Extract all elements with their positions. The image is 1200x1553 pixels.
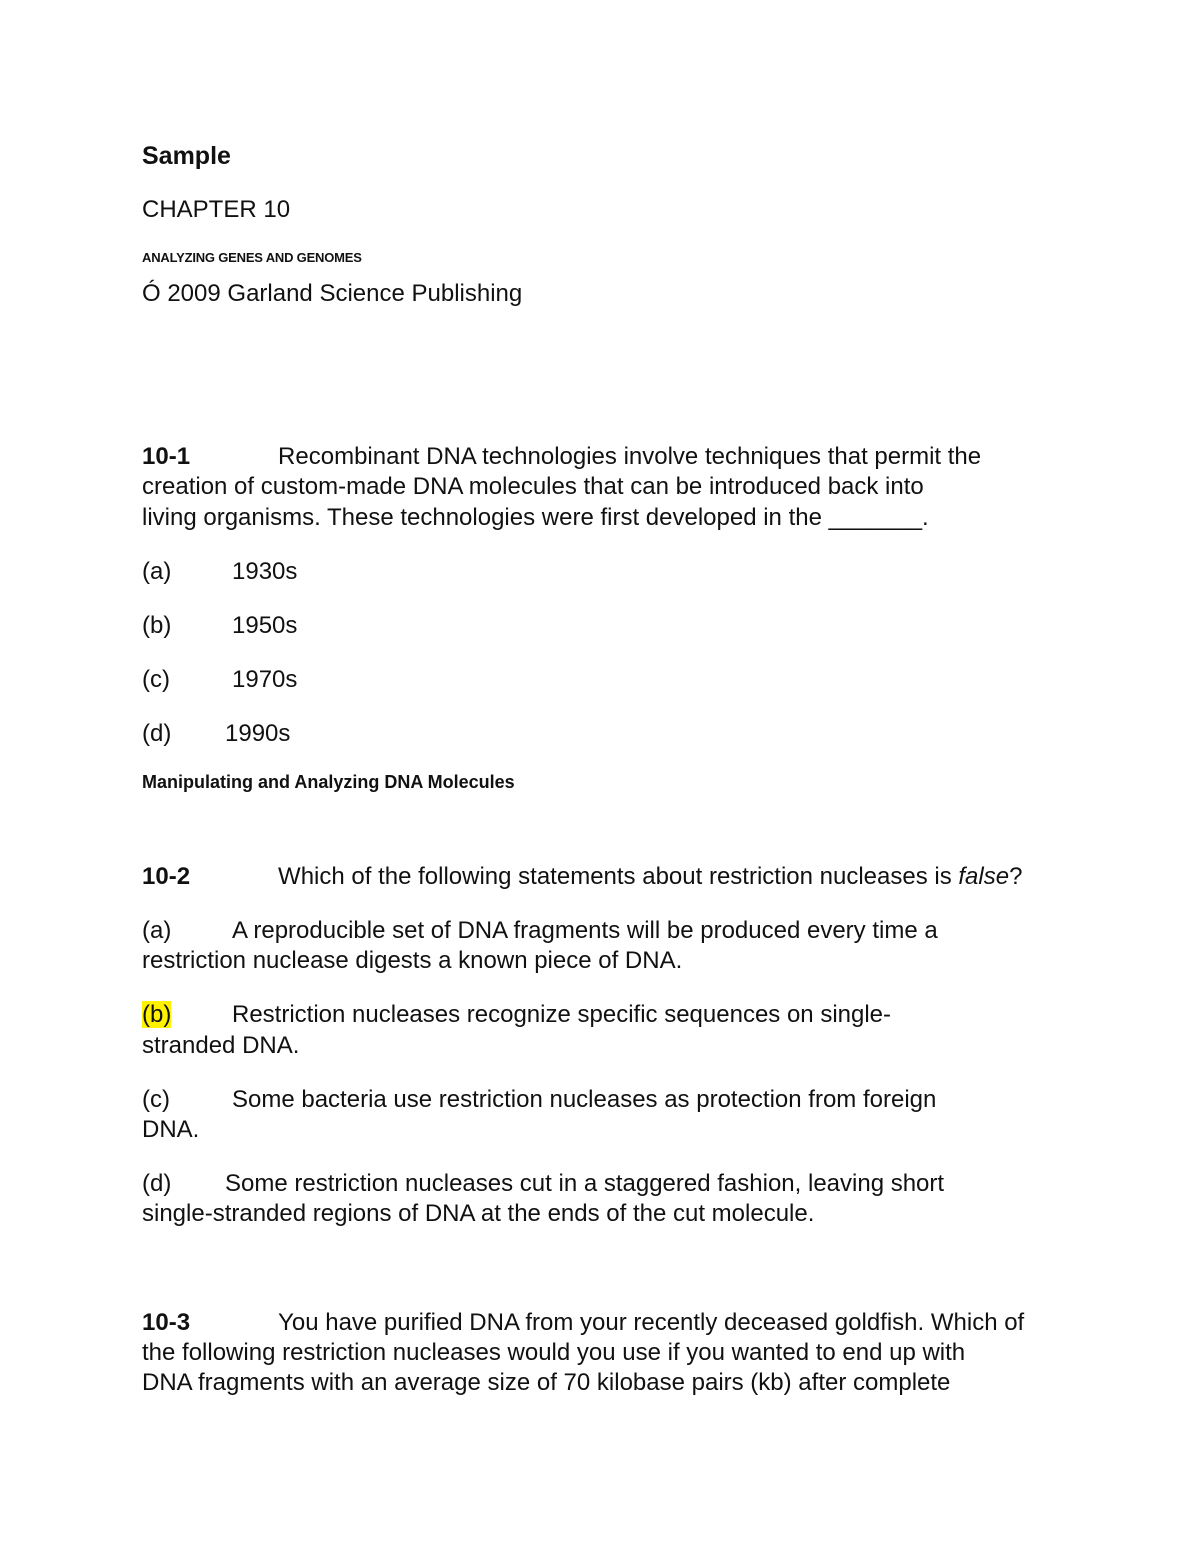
highlighted-option-label: (b) xyxy=(142,1001,172,1028)
option-d xyxy=(142,1169,944,1199)
question-number: 10-2 xyxy=(142,863,191,890)
question-10-1-line-2: creation of custom-made DNA molecules that can be introduced back into xyxy=(142,473,924,500)
option-c-continuation: DNA. xyxy=(142,1116,200,1143)
option-text: Restriction nucleases recognize specific sequences on single- xyxy=(232,1001,892,1028)
option-label: (b) xyxy=(142,612,172,639)
option-c xyxy=(142,1085,936,1115)
option-label: (d) xyxy=(142,720,172,747)
question-text-end: ? xyxy=(1009,863,1023,890)
option-text: 1990s xyxy=(225,720,291,747)
option-a-continuation: restriction nuclease digests a known piece of DNA. xyxy=(142,947,683,974)
option-label: (a) xyxy=(142,917,172,944)
question-emphasis: false xyxy=(958,863,1010,890)
option-text: 1930s xyxy=(232,558,298,585)
option-c xyxy=(142,665,297,695)
question-text: You have purified DNA from your recently deceased goldfish. Which of xyxy=(278,1309,1025,1336)
option-a xyxy=(142,916,938,946)
question-10-3-line-1 xyxy=(142,1308,1024,1338)
question-10-2-line-1 xyxy=(142,862,1022,892)
question-text: Recombinant DNA technologies involve techniques that permit the xyxy=(278,443,982,470)
option-text: Some bacteria use restriction nucleases as protection from foreign xyxy=(232,1086,937,1113)
question-10-3-line-3: DNA fragments with an average size of 70 kilobase pairs (kb) after complete xyxy=(142,1369,951,1396)
document-title: Sample xyxy=(142,142,231,170)
option-label: (c) xyxy=(142,666,170,693)
question-10-1-line-3: living organisms. These technologies were first developed in the _______. xyxy=(142,504,929,531)
option-b-continuation: stranded DNA. xyxy=(142,1032,300,1059)
option-text: 1970s xyxy=(232,666,298,693)
option-text: Some restriction nucleases cut in a staggered fashion, leaving short xyxy=(225,1170,945,1197)
question-number: 10-1 xyxy=(142,443,191,470)
section-heading: Manipulating and Analyzing DNA Molecules xyxy=(142,772,515,792)
option-d-continuation: single-stranded regions of DNA at the ends of the cut molecule. xyxy=(142,1200,815,1227)
question-10-3-line-2: the following restriction nucleases would you use if you wanted to end up with xyxy=(142,1339,966,1366)
question-text: Which of the following statements about restriction nucleases is xyxy=(278,863,959,890)
question-number: 10-3 xyxy=(142,1309,191,1336)
option-text: A reproducible set of DNA fragments will be produced every time a xyxy=(232,917,938,944)
option-label: (a) xyxy=(142,558,172,585)
option-label: (d) xyxy=(142,1170,172,1197)
option-b xyxy=(142,1000,891,1030)
option-a xyxy=(142,557,297,587)
option-d xyxy=(142,719,290,749)
chapter-subtitle: ANALYZING GENES AND GENOMES xyxy=(142,250,362,265)
option-text: 1950s xyxy=(232,612,298,639)
option-label: (c) xyxy=(142,1086,170,1113)
chapter-heading: CHAPTER 10 xyxy=(142,196,291,223)
copyright-line: Ó 2009 Garland Science Publishing xyxy=(142,280,523,307)
question-10-1-line-1 xyxy=(142,442,981,472)
option-b xyxy=(142,611,297,641)
